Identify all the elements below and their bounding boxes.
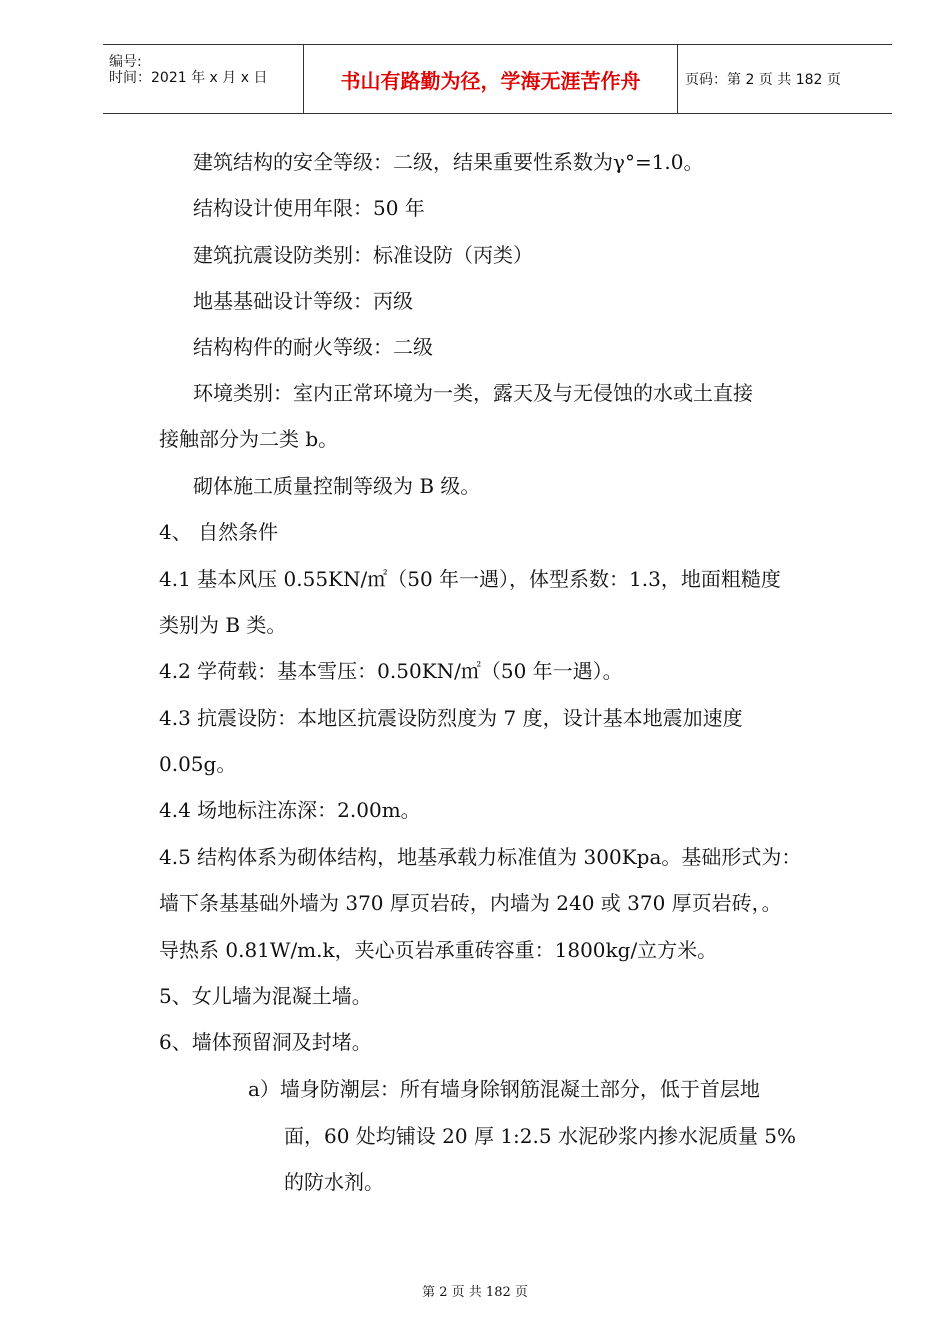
- list-item-continuation: 的防水剂。: [284, 1170, 384, 1194]
- header-meta: [103, 45, 303, 113]
- text-line: 4.2 学荷载：基本雪压：0.50KN/㎡（50 年一遇）。: [159, 659, 623, 683]
- page-footer: 第 2 页 共 182 页: [422, 1285, 528, 1300]
- header-page-cell: [677, 45, 892, 113]
- text-line: 4.1 基本风压 0.55KN/㎡（50 年一遇），体型系数：1.3，地面粗糙度: [159, 567, 781, 591]
- text-line: 接触部分为二类 b。: [159, 427, 339, 451]
- page-label: 页码：第 2 页 共 182 页: [685, 72, 841, 88]
- text-line: 4.4 场地标注冻深：2.00m。: [159, 798, 421, 822]
- text-line: 结构构件的耐火等级：二级: [193, 335, 433, 359]
- text-line: 0.05g。: [159, 752, 237, 776]
- time-label: 时间：2021 年 x 月 x 日: [109, 70, 268, 86]
- text-line: 导热系 0.81W/m.k，夹心页岩承重砖容重：1800kg/立方米。: [159, 938, 718, 962]
- text-line: 地基基础设计等级：丙级: [193, 289, 413, 313]
- text-line: 墙下条基基础外墙为 370 厚页岩砖，内墙为 240 或 370 厚页岩砖，。: [159, 891, 782, 915]
- header-motto-cell: [303, 45, 678, 113]
- list-item-continuation: 面，60 处均铺设 20 厚 1:2.5 水泥砂浆内掺水泥质量 5%: [284, 1124, 797, 1148]
- list-item: a）墙身防潮层：所有墙身除钢筋混凝土部分，低于首层地: [248, 1077, 760, 1101]
- number-label: 编号:: [109, 54, 142, 70]
- text-line: 砌体施工质量控制等级为 B 级。: [193, 474, 481, 498]
- text-line: 结构设计使用年限：50 年: [193, 196, 425, 220]
- text-line: 建筑抗震设防类别：标准设防（丙类）: [193, 243, 533, 267]
- text-line: 5、女儿墙为混凝土墙。: [159, 984, 372, 1008]
- text-line: 4.3 抗震设防：本地区抗震设防烈度为 7 度，设计基本地震加速度: [159, 706, 743, 730]
- section-heading: 4、 自然条件: [159, 520, 279, 544]
- text-line: 类别为 B 类。: [159, 613, 287, 637]
- text-line: 建筑结构的安全等级：二级，结果重要性系数为γ°=1.0。: [193, 150, 704, 174]
- text-line: 6、墙体预留洞及封堵。: [159, 1030, 372, 1054]
- page-header: [103, 44, 892, 114]
- text-line: 环境类别：室内正常环境为一类，露天及与无侵蚀的水或土直接: [193, 381, 753, 405]
- text-line: 4.5 结构体系为砌体结构，地基承载力标准值为 300Kpa。基础形式为：: [159, 845, 802, 869]
- motto: 书山有路勤为径，学海无涯苦作舟: [340, 68, 641, 93]
